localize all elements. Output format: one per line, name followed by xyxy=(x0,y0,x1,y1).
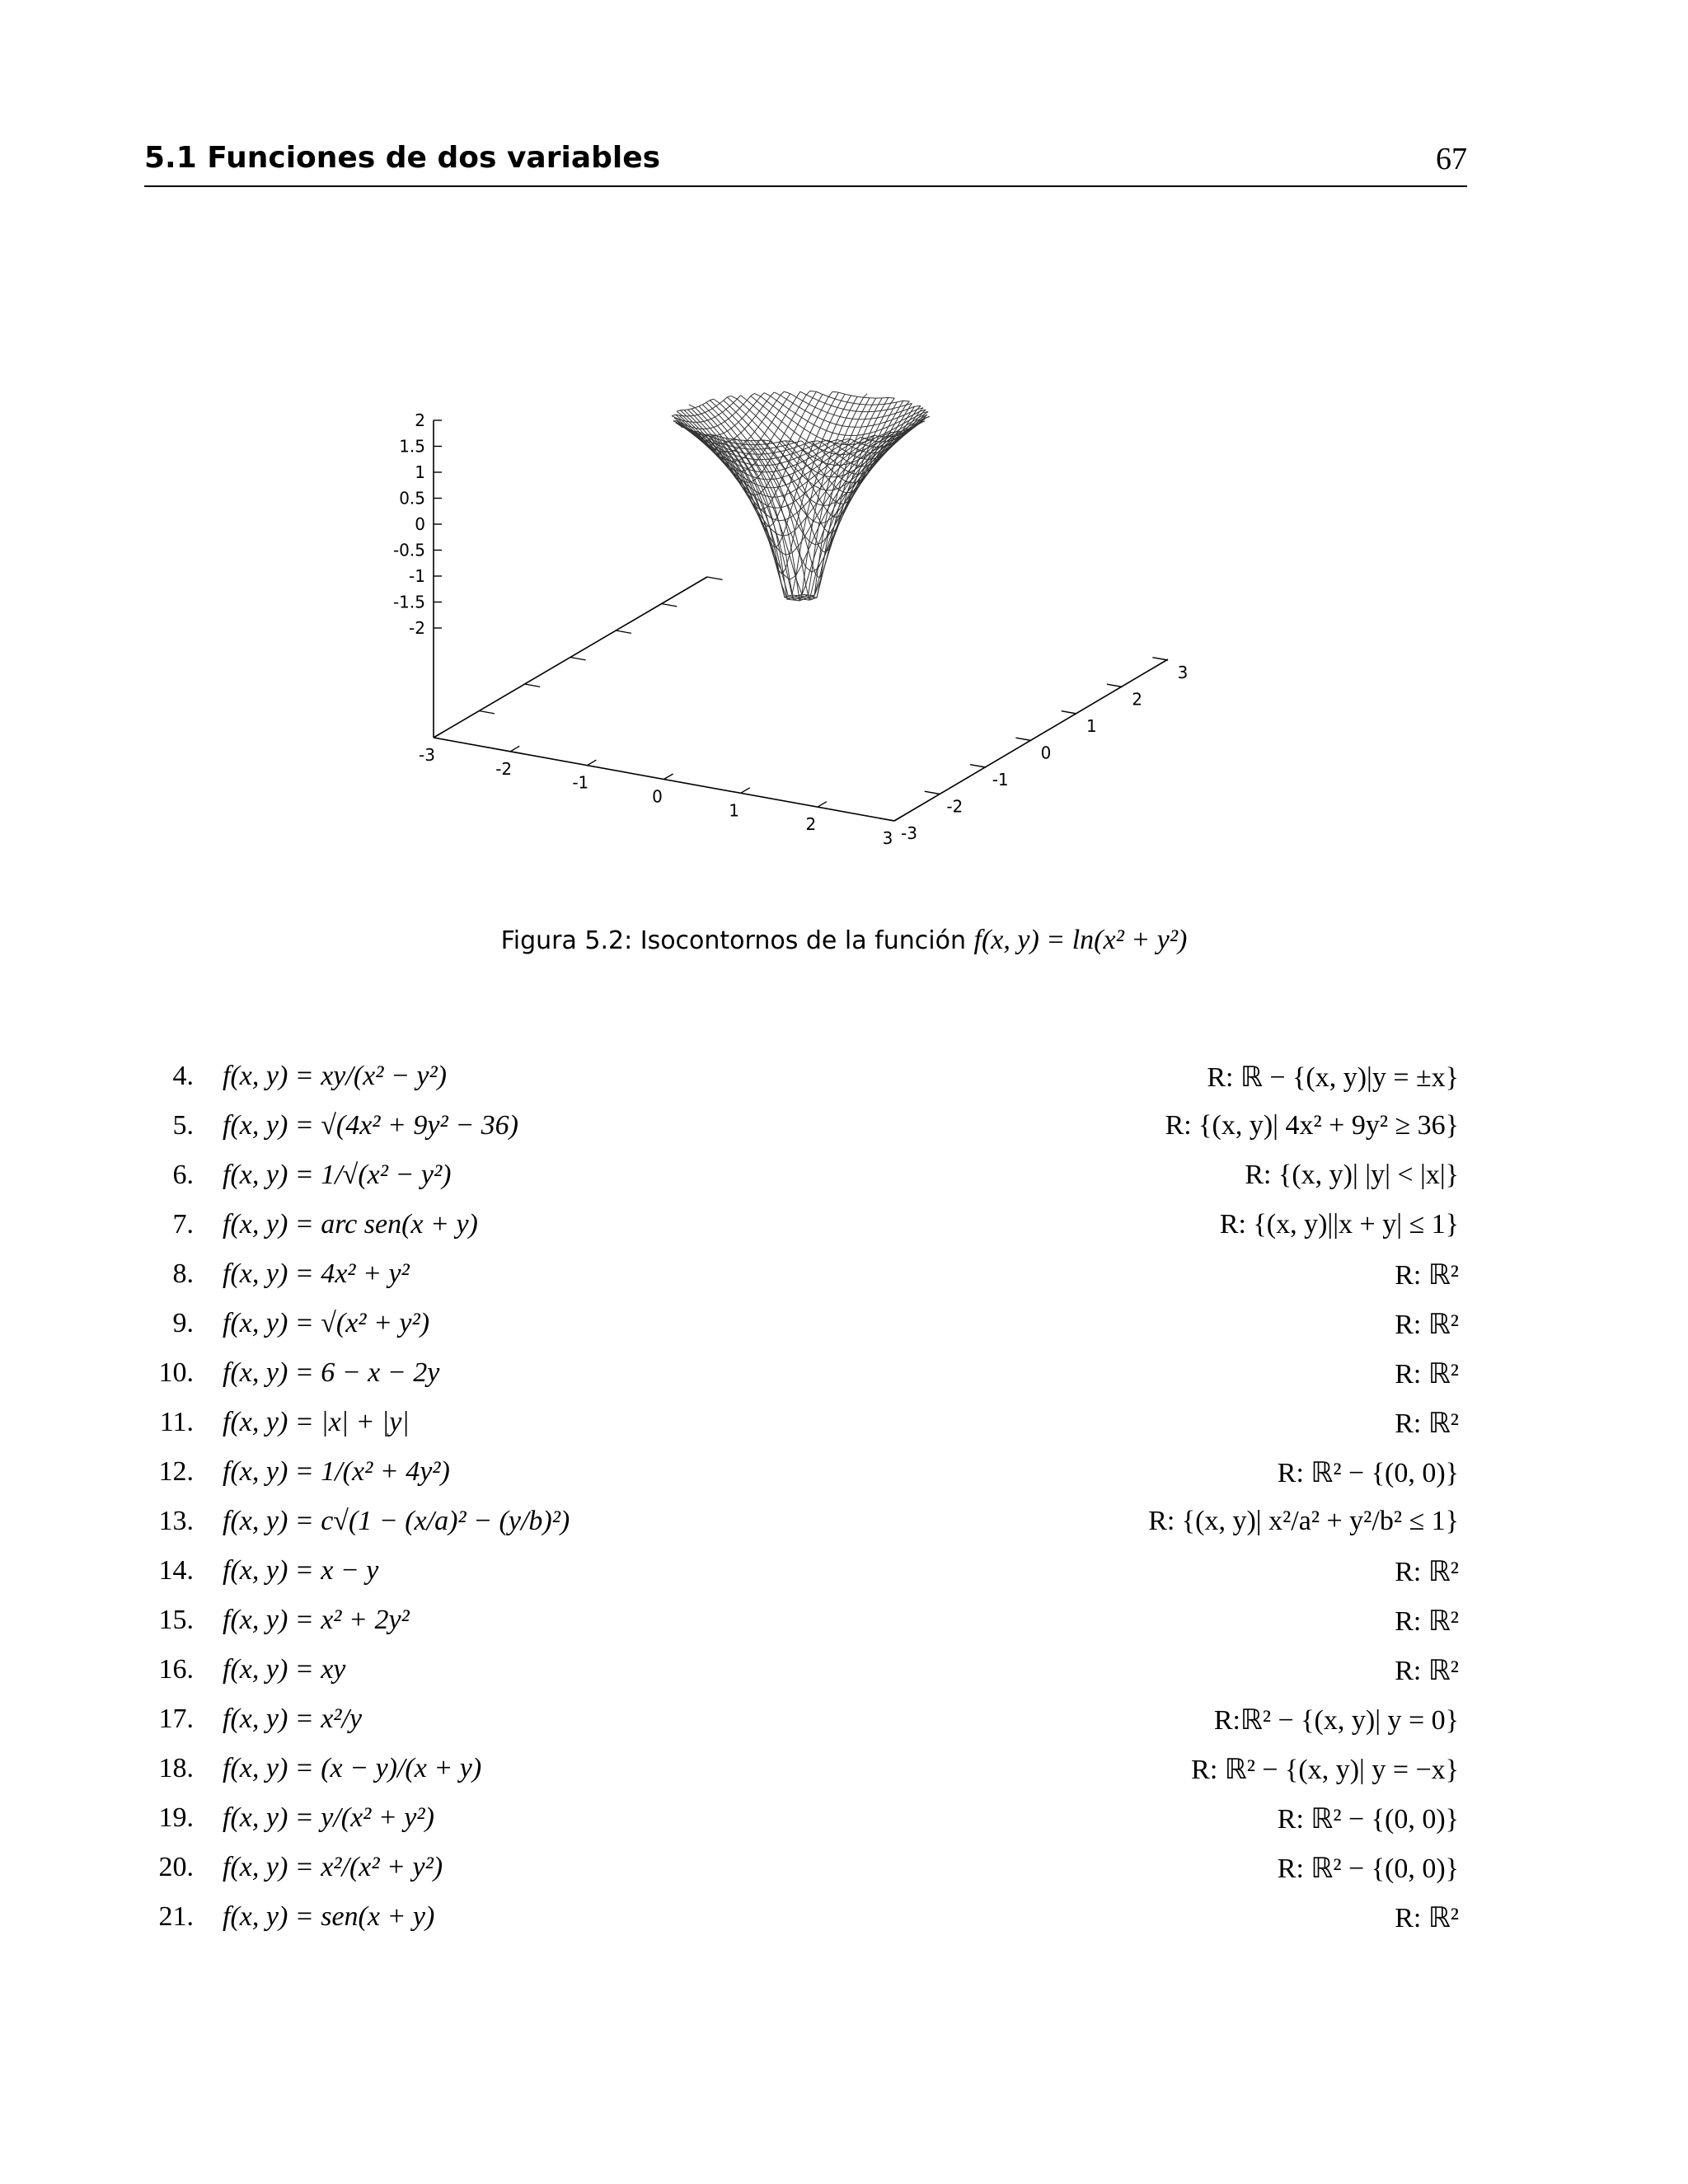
x-tick-mark xyxy=(818,802,827,808)
y-tick-mark xyxy=(1107,684,1123,687)
exercise-number: 16. xyxy=(158,1654,194,1685)
exercise-answer: R: ℝ² − {(0, 0)} xyxy=(1277,1804,1459,1835)
y-tick-label: -3 xyxy=(901,823,917,843)
back-tick-mark xyxy=(570,658,586,660)
section-title: 5.1 Funciones de dos variables xyxy=(144,141,661,175)
exercise-item xyxy=(157,1199,1459,1249)
exercise-answer: R: ℝ² xyxy=(1395,1606,1459,1637)
y-tick-label: -1 xyxy=(992,770,1009,790)
exercise-number: 19. xyxy=(158,1802,194,1833)
back-tick-mark xyxy=(707,577,723,579)
exercise-function: f(x, y) = 1/(x² + 4y²) xyxy=(223,1456,450,1487)
y-tick-label: 1 xyxy=(1085,716,1097,736)
exercise-number: 21. xyxy=(158,1901,194,1932)
exercise-number: 9. xyxy=(172,1308,194,1338)
exercise-number: 11. xyxy=(159,1407,194,1437)
exercise-answer: R: ℝ² xyxy=(1395,1557,1459,1587)
y-tick-mark xyxy=(1062,711,1077,714)
exercise-answer: R: {(x, y)| x²/a² + y²/b² ≤ 1} xyxy=(1148,1506,1459,1536)
y-tick-mark xyxy=(925,791,940,794)
z-tick-label: 0.5 xyxy=(399,488,425,509)
exercise-number: 13. xyxy=(158,1506,194,1536)
y-tick-label: -2 xyxy=(946,796,964,817)
exercise-item xyxy=(157,1793,1459,1842)
exercise-function: f(x, y) = x²/(x² + y²) xyxy=(223,1852,443,1882)
exercise-item xyxy=(157,1298,1459,1347)
exercise-item xyxy=(157,1891,1459,1941)
x-tick-mark xyxy=(894,816,903,822)
exercise-number: 20. xyxy=(158,1852,194,1882)
exercise-function: f(x, y) = y/(x² + y²) xyxy=(223,1802,434,1833)
z-tick-label: 1 xyxy=(415,462,425,482)
exercise-item xyxy=(157,1644,1459,1694)
exercise-number: 7. xyxy=(172,1209,194,1240)
exercise-answer: R: ℝ² xyxy=(1395,1359,1459,1390)
back-tick-mark xyxy=(479,711,495,714)
back-tick-mark xyxy=(662,604,678,607)
back-tick-mark xyxy=(434,738,449,740)
exercise-function: f(x, y) = √(x² + y²) xyxy=(223,1308,430,1338)
exercise-answer: R: {(x, y)| 4x² + 9y² ≥ 36} xyxy=(1165,1110,1459,1141)
x-tick-mark xyxy=(510,746,519,752)
exercise-item xyxy=(157,1842,1459,1891)
back-tick-mark xyxy=(616,630,631,633)
x-tick-label: -1 xyxy=(572,772,589,793)
exercise-answer: R: {(x, y)| |y| < |x|} xyxy=(1245,1160,1459,1190)
exercise-function: f(x, y) = xy/(x² − y²) xyxy=(223,1061,447,1091)
exercise-function: f(x, y) = c√(1 − (x/a)² − (y/b)²) xyxy=(223,1506,570,1536)
surface-plot-figure xyxy=(379,305,1203,849)
exercise-item xyxy=(157,1545,1459,1595)
exercise-item xyxy=(157,1496,1459,1545)
y-tick-label: 2 xyxy=(1132,689,1143,710)
exercise-item xyxy=(157,1595,1459,1644)
surface-mesh-line xyxy=(832,391,894,398)
z-tick-label: 1.5 xyxy=(399,436,425,457)
y-tick-label: 0 xyxy=(1040,743,1052,763)
exercise-function: f(x, y) = 4x² + y² xyxy=(223,1258,410,1289)
exercise-number: 8. xyxy=(172,1258,194,1289)
page-number: 67 xyxy=(1436,142,1467,176)
exercise-item xyxy=(157,1743,1459,1793)
exercise-function: f(x, y) = 6 − x − 2y xyxy=(223,1357,440,1388)
exercise-answer: R: ℝ² xyxy=(1395,1656,1459,1686)
exercise-item xyxy=(157,1150,1459,1199)
page-header xyxy=(144,136,1467,187)
caption-label: Figura 5.2: Isocontornos de la función xyxy=(500,926,966,955)
surface-mesh-line xyxy=(764,393,926,436)
y-tick-mark xyxy=(1152,658,1168,660)
exercise-function: f(x, y) = 1/√(x² − y²) xyxy=(223,1160,452,1190)
exercise-number: 12. xyxy=(158,1456,194,1487)
exercise-item xyxy=(157,1051,1459,1100)
surface-mesh-line xyxy=(674,396,741,423)
x-tick-mark xyxy=(664,774,673,780)
y-tick-label: 3 xyxy=(1177,663,1189,682)
exercise-answer: R: ℝ − {(x, y)|y = ±x} xyxy=(1207,1062,1459,1093)
exercise-answer: R:ℝ² − {(x, y)| y = 0} xyxy=(1213,1705,1459,1736)
z-tick-label: -0.5 xyxy=(392,540,425,560)
surface-plot xyxy=(379,305,1203,849)
exercise-answer: R: ℝ² xyxy=(1395,1310,1459,1340)
z-tick-label: -1.5 xyxy=(392,592,425,612)
exercise-item xyxy=(157,1446,1459,1496)
exercise-number: 18. xyxy=(158,1753,194,1783)
exercise-answer: R: ℝ² − {(x, y)| y = −x} xyxy=(1191,1755,1459,1785)
exercise-function: f(x, y) = x − y xyxy=(223,1555,379,1586)
x-tick-label: -3 xyxy=(419,745,435,765)
exercise-function: f(x, y) = x²/y xyxy=(223,1704,363,1734)
exercise-number: 15. xyxy=(158,1605,194,1635)
exercise-function: f(x, y) = sen(x + y) xyxy=(223,1901,435,1932)
exercise-answer: R: ℝ² xyxy=(1395,1903,1459,1933)
z-tick-label: 0 xyxy=(415,514,425,534)
x-tick-mark xyxy=(587,760,596,766)
exercise-item xyxy=(157,1694,1459,1743)
exercise-answer: R: {(x, y)||x + y| ≤ 1} xyxy=(1219,1209,1459,1240)
exercise-function: f(x, y) = x² + 2y² xyxy=(223,1605,410,1635)
y-tick-mark xyxy=(879,818,894,821)
exercise-answer: R: ℝ² xyxy=(1395,1260,1459,1291)
exercise-answer: R: ℝ² − {(0, 0)} xyxy=(1277,1854,1459,1884)
exercise-answer: R: ℝ² − {(0, 0)} xyxy=(1277,1458,1459,1488)
exercise-function: f(x, y) = (x − y)/(x + y) xyxy=(223,1753,482,1783)
exercise-item xyxy=(157,1249,1459,1298)
x-tick-label: 0 xyxy=(652,786,663,807)
x-tick-label: 1 xyxy=(729,800,740,821)
surface-mesh-line xyxy=(702,405,913,596)
exercise-item xyxy=(157,1397,1459,1446)
z-tick-label: 2 xyxy=(415,410,425,430)
exercise-number: 14. xyxy=(158,1555,194,1586)
caption-math: f(x, y) = ln(x² + y²) xyxy=(973,925,1188,955)
x-tick-mark xyxy=(434,733,443,738)
x-tick-label: 3 xyxy=(882,828,893,848)
z-tick-label: -1 xyxy=(409,566,425,586)
exercise-answer: R: ℝ² xyxy=(1395,1408,1459,1439)
x-tick-label: 2 xyxy=(805,814,817,835)
exercise-function: f(x, y) = xy xyxy=(223,1654,346,1685)
exercise-item xyxy=(157,1100,1459,1150)
exercise-item xyxy=(157,1347,1459,1397)
exercise-number: 6. xyxy=(172,1160,194,1190)
exercise-list xyxy=(157,1051,1459,1941)
z-tick-label: -2 xyxy=(409,618,425,638)
exercise-number: 4. xyxy=(172,1061,194,1091)
x-tick-mark xyxy=(741,788,750,794)
y-tick-mark xyxy=(1015,738,1031,740)
surface-mesh-line xyxy=(800,391,912,411)
y-tick-mark xyxy=(970,765,986,767)
exercise-function: f(x, y) = √(4x² + 9y² − 36) xyxy=(223,1110,518,1141)
back-tick-mark xyxy=(525,684,541,687)
exercise-function: f(x, y) = arc sen(x + y) xyxy=(223,1209,478,1240)
x-tick-label: -2 xyxy=(495,758,513,779)
figure-caption xyxy=(0,925,1688,956)
exercise-function: f(x, y) = |x| + |y| xyxy=(223,1407,410,1437)
exercise-number: 17. xyxy=(158,1704,194,1734)
exercise-number: 10. xyxy=(158,1357,194,1388)
exercise-number: 5. xyxy=(172,1110,194,1141)
